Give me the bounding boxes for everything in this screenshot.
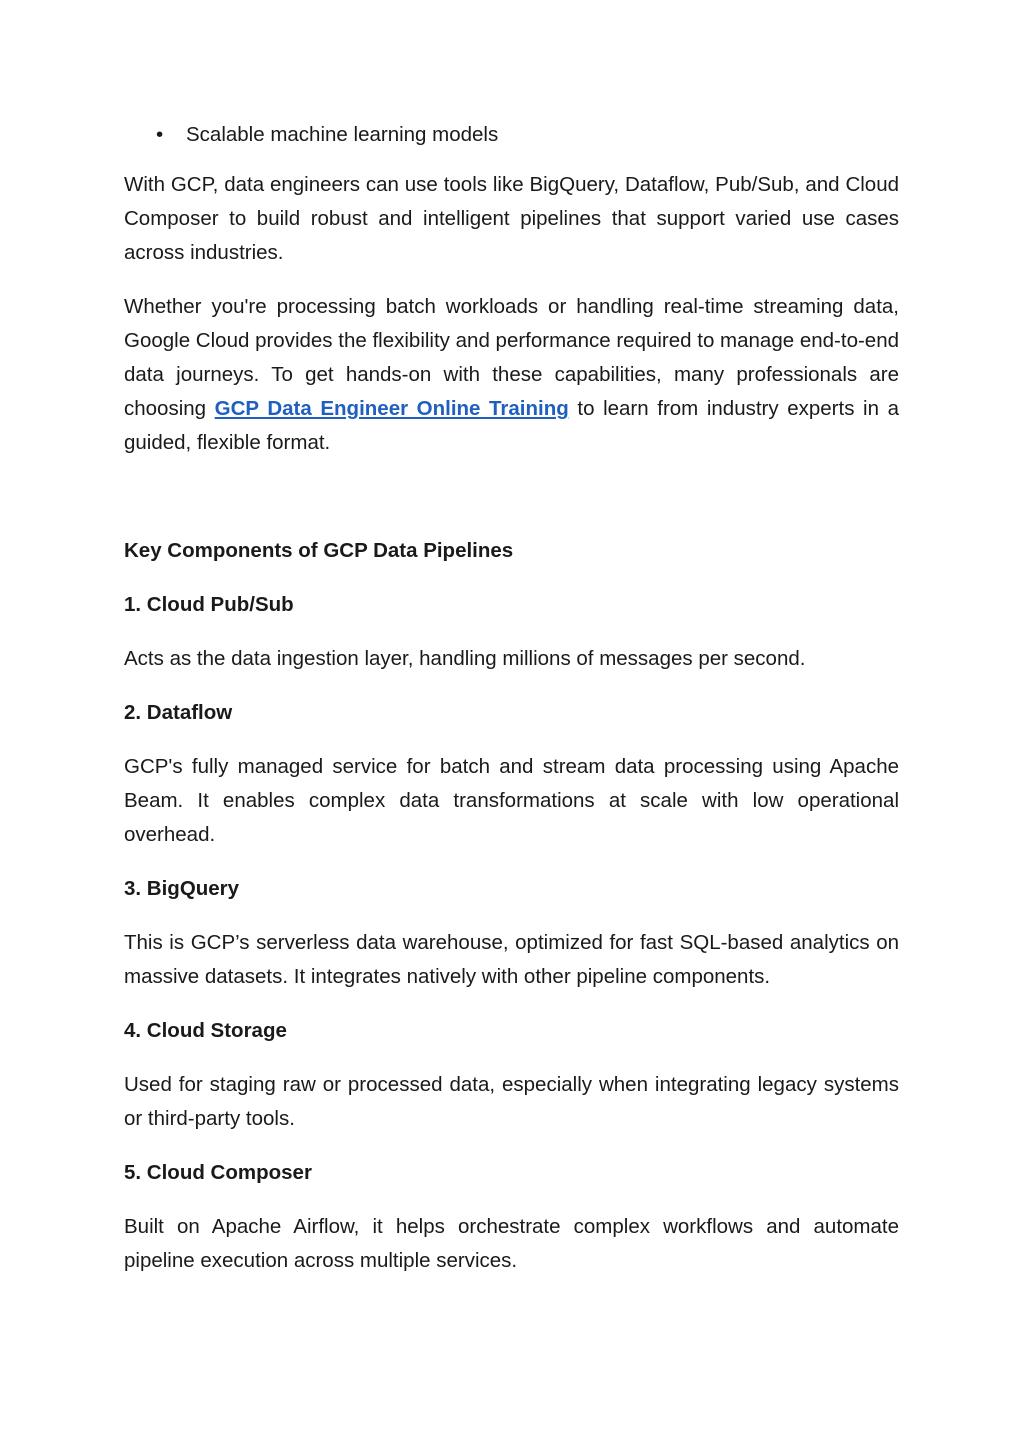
- training-link[interactable]: GCP Data Engineer Online Training: [214, 397, 569, 420]
- component-heading-cloud-composer: 5. Cloud Composer: [124, 1161, 312, 1184]
- section-title: Key Components of GCP Data Pipelines: [124, 539, 514, 562]
- bullet-list: [124, 118, 899, 152]
- intro-paragraph-2: [124, 290, 899, 460]
- component-body-bigquery: This is GCP’s serverless data warehouse, optimized for fast SQL-based analytics on massive datasets. It integrates natively with other pipeline components.: [124, 931, 899, 988]
- document-page: [124, 118, 899, 1298]
- component-body-dataflow: GCP's fully managed service for batch and stream data processing using Apache Beam. It enables complex data transformations at scale with low operational overhead.: [124, 755, 899, 846]
- intro-paragraph-2-lead: Whether you're processing batch workloads or handling real-time streaming data, Google Cloud provides the flexibility and performance required to manage end-to-end data journeys. To get hands-on with these capabilities, many professionals are choosing: [124, 295, 899, 420]
- bullet-dot-icon: •: [156, 123, 164, 146]
- intro-paragraph-1: With GCP, data engineers can use tools like BigQuery, Dataflow, Pub/Sub, and Cloud Composer to build robust and intelligent pipelines that support varied use cases across industries.: [124, 173, 899, 264]
- spacer: [124, 480, 899, 534]
- bullet-item: [124, 118, 899, 152]
- component-heading-pubsub: 1. Cloud Pub/Sub: [124, 593, 294, 616]
- component-body-cloud-storage: Used for staging raw or processed data, especially when integrating legacy systems or third-party tools.: [124, 1073, 899, 1130]
- component-body-cloud-composer: Built on Apache Airflow, it helps orchestrate complex workflows and automate pipeline execution across multiple services.: [124, 1215, 899, 1272]
- component-heading-cloud-storage: 4. Cloud Storage: [124, 1019, 287, 1042]
- component-heading-bigquery: 3. BigQuery: [124, 877, 240, 900]
- component-heading-dataflow: 2. Dataflow: [124, 701, 233, 724]
- intro-paragraph-2-tail: to learn from industry experts in a guided, flexible format.: [124, 397, 900, 454]
- bullet-text: Scalable machine learning models: [186, 123, 499, 146]
- component-body-pubsub: Acts as the data ingestion layer, handling millions of messages per second.: [124, 647, 806, 670]
